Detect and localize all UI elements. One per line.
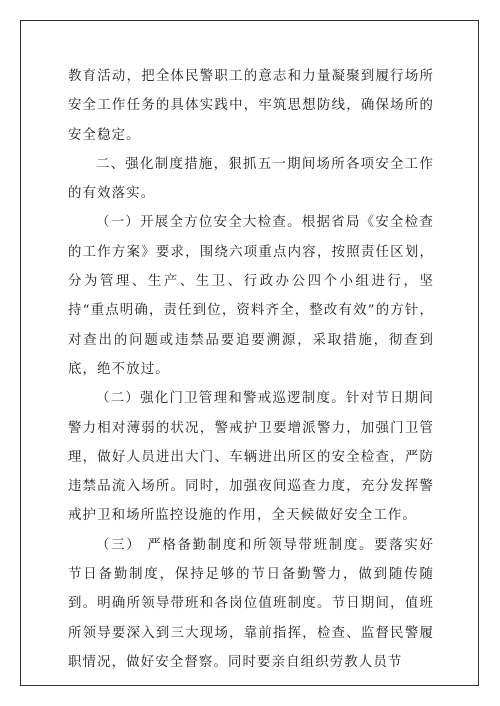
paragraph-2-section-heading: 二、强化制度措施，狠抓五一期间场所各项安全工作的有效落实。	[68, 156, 434, 202]
document-body	[68, 62, 434, 677]
paragraph-3-safety-inspection: （一）开展全方位安全大检查。根据省局《安全检查的工作方案》要求，围绕六项重点内容，按照责任区划，分为管理、生产、生卫、行政办公四个小组进行，坚持“重点明确，责任到位，资料齐全，整改有效”的方针，对查出的问题或违禁品要追要溯源，采取措施，彻查到底，绝不放过。	[68, 215, 434, 377]
paragraph-4-gate-patrol: （二）强化门卫管理和警戒巡逻制度。针对节日期间警力相对薄弱的状况，警戒护卫要增派警力，加强门卫管理，做好人员进出大门、车辆进出所区的安全检查，严防违禁品流入场所。同时，加强夜间巡查力度，充分发挥警戒护卫和场所监控设施的作用，全天候做好安全工作。	[68, 391, 434, 524]
paragraph-5-duty-system: （三） 严格备勤制度和所领导带班制度。要落实好节日备勤制度，保持足够的节日备勤警力，做到随传随到。明确所领导带班和各岗位值班制度。节日期间，值班所领导要深入到三大现场，靠前指挥，检查、监督民警履职情况，做好安全督察。同时要亲自组织劳教人员节	[68, 537, 434, 670]
paragraph-1: 教育活动，把全体民警职工的意志和力量凝聚到履行场所安全工作任务的具体实践中，牢筑思想防线，确保场所的安全稳定。	[68, 69, 434, 143]
